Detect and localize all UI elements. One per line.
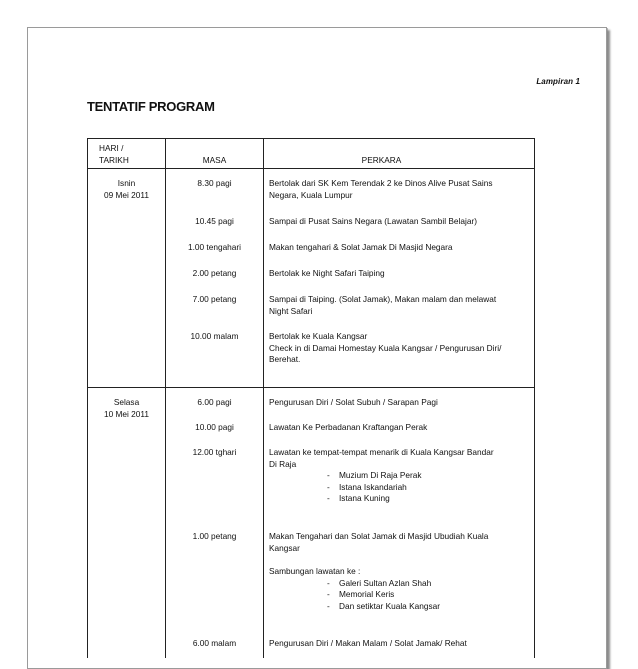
time-entry: 6.00 pagi xyxy=(197,397,232,407)
activity-line: Berehat. xyxy=(269,354,301,364)
list-item: - Muzium Di Raja Perak xyxy=(327,470,422,480)
day-date: 10 Mei 2011 xyxy=(103,408,150,419)
day-date: 09 Mei 2011 xyxy=(103,189,150,200)
time-entry: 10.00 pagi xyxy=(195,422,234,432)
activity-line: Sampai di Pusat Sains Negara (Lawatan Sambil Belajar) xyxy=(269,216,477,226)
activity-entry xyxy=(269,638,526,658)
time-entry: 1.00 petang xyxy=(192,531,237,541)
activity-line: Makan Tengahari dan Solat Jamak di Masjid Ubudiah Kuala xyxy=(269,531,489,541)
time-entry: 10.45 pagi xyxy=(195,216,234,226)
activity-line: Check in di Damai Homestay Kuala Kangsar / Pengurusan Diri/ xyxy=(269,342,502,353)
list-item: - Istana Iskandariah xyxy=(327,481,407,492)
time-entry: 1.00 tengahari xyxy=(187,242,242,252)
list-item: - Istana Kuning xyxy=(327,493,390,503)
activity-line: Bertolak ke Kuala Kangsar xyxy=(269,331,368,341)
day-name: Selasa xyxy=(113,397,140,407)
activity-line: Sambungan lawatan ke : xyxy=(269,566,361,576)
activity-cell xyxy=(264,169,535,388)
time-cell xyxy=(166,169,264,388)
activity-line: Sampai di Taiping. (Solat Jamak), Makan malam dan melawat xyxy=(269,294,497,304)
time-entry: 12.00 tghari xyxy=(192,447,237,457)
col-header-activity: PERKARA xyxy=(264,139,535,169)
table-row-day-2 xyxy=(88,388,535,659)
time-entry: 2.00 petang xyxy=(192,268,237,278)
activity-line: Bertolak dari SK Kem Terendak 2 ke Dinos Alive Pusat Sains xyxy=(269,178,493,188)
activity-line: Kangsar xyxy=(269,542,300,553)
activity-line: Pengurusan Diri / Makan Malam / Solat Jamak/ Rehat xyxy=(269,638,467,648)
activity-entry xyxy=(269,242,526,268)
activity-entry xyxy=(269,397,526,422)
activity-line: Night Safari xyxy=(269,305,313,316)
document-page xyxy=(27,27,607,669)
time-entry: 8.30 pagi xyxy=(197,178,232,188)
list-item: - Memorial Keris xyxy=(327,589,395,599)
activity-line: Pengurusan Diri / Solat Subuh / Sarapan Pagi xyxy=(269,397,438,407)
activity-entry xyxy=(269,216,526,242)
time-entry: 10.00 malam xyxy=(190,331,239,341)
activity-line: Lawatan ke tempat-tempat menarik di Kuala Kangsar Bandar xyxy=(269,447,494,457)
col-header-day: HARI / TARIKH xyxy=(88,139,166,169)
appendix-label: Lampiran 1 xyxy=(536,77,580,86)
activity-line: Di Raja xyxy=(269,458,297,469)
time-cell xyxy=(166,388,264,659)
time-entry: 7.00 petang xyxy=(192,294,237,304)
places-list xyxy=(269,578,526,613)
places-list xyxy=(269,470,526,505)
activity-line: Makan tengahari & Solat Jamak Di Masjid Negara xyxy=(269,242,453,252)
col-header-time: MASA xyxy=(166,139,264,169)
schedule-table xyxy=(87,138,535,658)
day-name: Isnin xyxy=(117,178,136,188)
page-title: TENTATIF PROGRAM xyxy=(87,99,215,114)
list-item: - Dan setiktar Kuala Kangsar xyxy=(327,600,441,611)
day-cell xyxy=(88,169,166,388)
activity-line: Bertolak ke Night Safari Taiping xyxy=(269,268,385,278)
activity-entry xyxy=(269,178,526,216)
activity-line: Lawatan Ke Perbadanan Kraftangan Perak xyxy=(269,422,428,432)
activity-entry xyxy=(269,447,526,531)
activity-entry xyxy=(269,331,526,387)
activity-entry xyxy=(269,268,526,294)
time-entry: 6.00 malam xyxy=(192,638,237,648)
list-item: - Galeri Sultan Azlan Shah xyxy=(327,577,432,588)
day-cell xyxy=(88,388,166,659)
activity-entry xyxy=(269,294,526,331)
activity-entry xyxy=(269,422,526,447)
activity-line: Negara, Kuala Lumpur xyxy=(269,189,353,200)
table-row-day-1 xyxy=(88,169,535,388)
table-header-row xyxy=(88,139,535,169)
activity-entry xyxy=(269,531,526,638)
activity-cell xyxy=(264,388,535,659)
